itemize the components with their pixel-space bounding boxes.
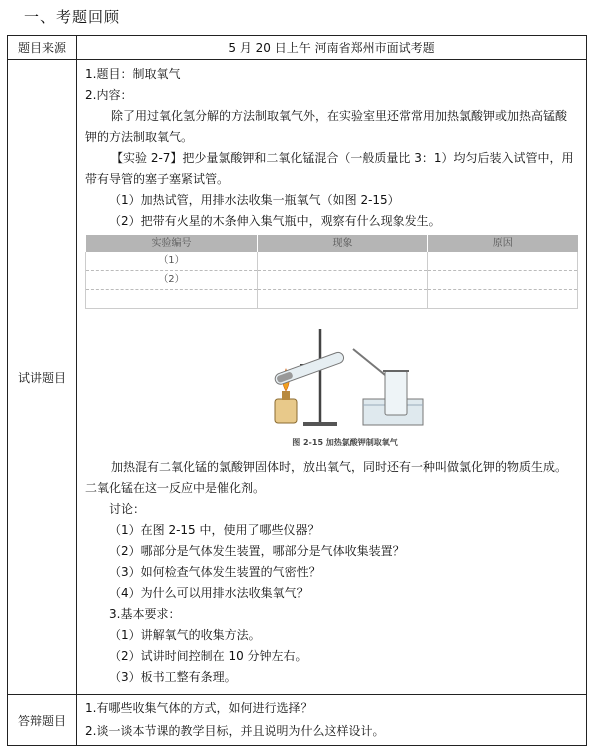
step-1: （1）加热试管，用排水法收集一瓶氧气（如图 2-15） xyxy=(109,193,400,207)
table-row xyxy=(86,290,578,309)
explanation-paragraph: 加热混有二氧化锰的氯酸钾固体时，放出氧气，同时还有一种叫做氯化钾的物质生成。二氧化锰在这一反应中是催化剂。 xyxy=(85,460,568,495)
table-cell xyxy=(428,271,578,290)
experiment-paragraph: 【实验 2-7】把少量氯酸钾和二氧化锰混合（一般质量比 3：1）均匀后装入试管中，用带有导管的塞子塞紧试管。 xyxy=(85,151,574,186)
table-cell: （2） xyxy=(86,271,258,290)
col-header-id: 实验编号 xyxy=(86,235,258,252)
col-header-reason: 原因 xyxy=(428,235,578,252)
table-cell xyxy=(258,290,428,309)
step-2: （2）把带有火星的木条伸入集气瓶中，观察有什么现象发生。 xyxy=(109,214,441,228)
table-cell xyxy=(86,290,258,309)
figure-caption: 图 2-15 加热氯酸钾制取氧气 xyxy=(292,438,398,447)
table-cell xyxy=(258,252,428,271)
defense-item-2: 2.谈一谈本节课的教学目标，并且说明为什么这样设计。 xyxy=(85,724,385,738)
observation-header-row xyxy=(86,235,578,252)
table-cell xyxy=(428,252,578,271)
requirements-heading: 3.基本要求： xyxy=(109,607,181,621)
question-2: （2）哪部分是气体发生装置，哪部分是气体收集装置？ xyxy=(109,544,405,558)
trial-label: 试讲题目 xyxy=(8,60,77,695)
table-row xyxy=(86,271,578,290)
alcohol-lamp xyxy=(275,399,297,423)
col-header-phenomenon: 现象 xyxy=(258,235,428,252)
trial-title: 1.题目：制取氧气 xyxy=(85,67,181,81)
defense-label: 答辩题目 xyxy=(8,695,77,746)
apparatus-diagram xyxy=(265,321,425,431)
defense-content xyxy=(77,695,587,746)
discussion-heading: 讨论： xyxy=(109,502,146,516)
stand-base xyxy=(303,422,337,426)
content-heading: 2.内容： xyxy=(85,88,133,102)
defense-item-1: 1.有哪些收集气体的方式，如何进行选择？ xyxy=(85,701,313,715)
source-row xyxy=(8,36,587,60)
observation-table xyxy=(85,235,578,309)
gas-jar xyxy=(385,371,407,415)
source-value: 5 月 20 日上午 河南省郑州市面试考题 xyxy=(77,36,587,60)
trial-content xyxy=(77,60,587,695)
table-cell xyxy=(428,290,578,309)
table-cell: （1） xyxy=(86,252,258,271)
question-3: （3）如何检查气体发生装置的气密性？ xyxy=(109,565,321,579)
table-row xyxy=(86,252,578,271)
intro-paragraph: 除了用过氧化氢分解的方法制取氧气外，在实验室里还常常用加热氯酸钾或加热高锰酸钾的方法制取氧气。 xyxy=(85,109,568,144)
question-1: （1）在图 2-15 中，使用了哪些仪器？ xyxy=(109,523,320,537)
trial-row xyxy=(8,60,587,695)
requirement-3: （3）板书工整有条理。 xyxy=(109,670,237,684)
question-4: （4）为什么可以用排水法收集氧气？ xyxy=(109,586,309,600)
apparatus-figure xyxy=(265,321,425,453)
defense-row xyxy=(8,695,587,746)
table-cell xyxy=(258,271,428,290)
exam-table xyxy=(7,35,587,746)
requirement-1: （1）讲解氧气的收集方法。 xyxy=(109,628,261,642)
requirement-2: （2）试讲时间控制在 10 分钟左右。 xyxy=(109,649,308,663)
source-label: 题目来源 xyxy=(8,36,77,60)
lamp-wick-holder xyxy=(282,391,290,400)
section-title: 一、考题回顾 xyxy=(24,8,121,26)
